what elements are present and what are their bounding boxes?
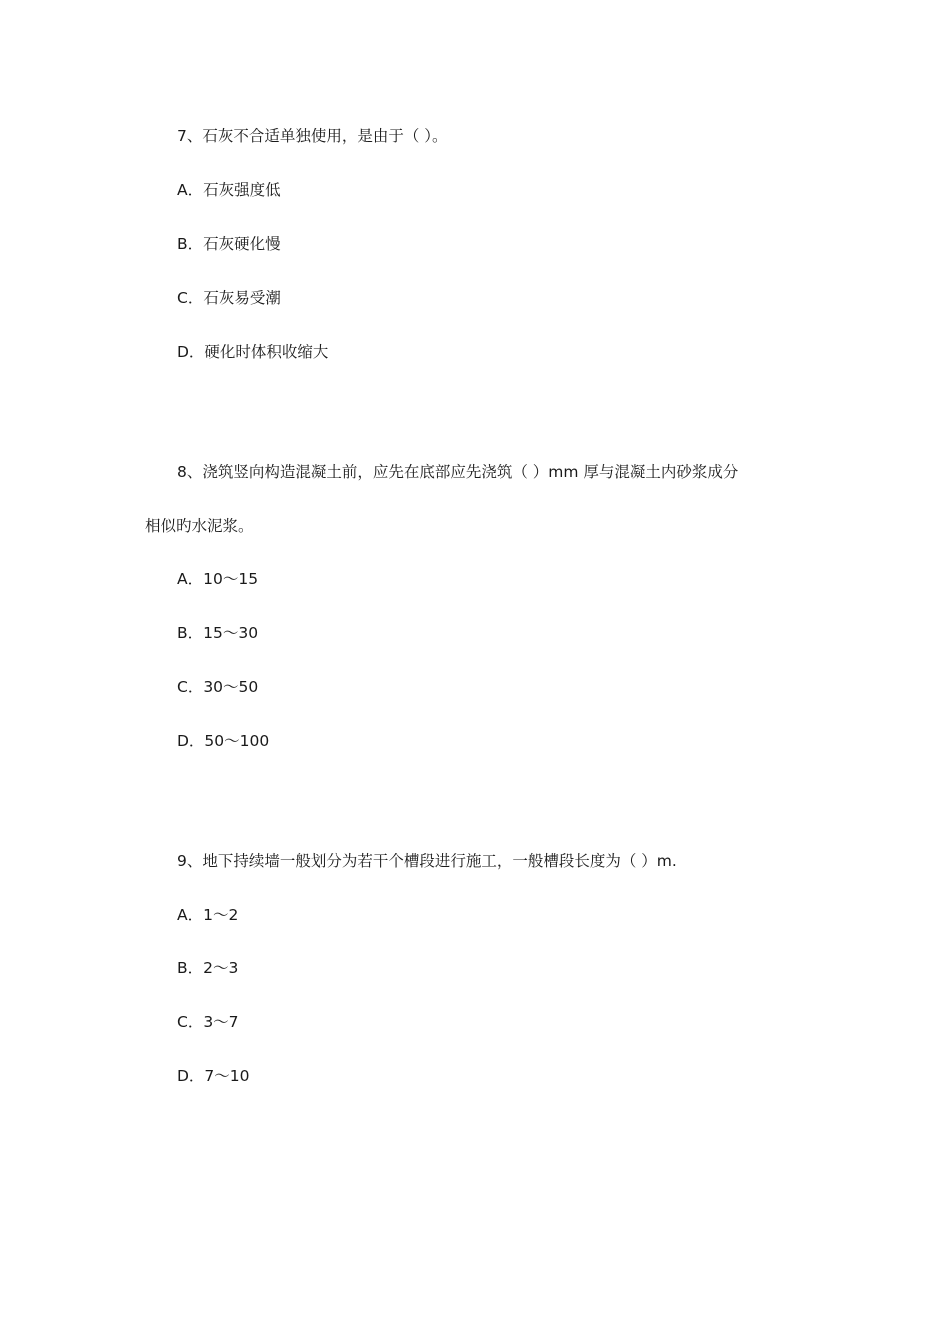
question-8-option-c: C．30～50: [177, 678, 259, 696]
question-8-option-a: A．10～15: [177, 570, 259, 588]
question-7-option-c: C．石灰易受潮: [177, 289, 281, 307]
question-8-option-b: B．15～30: [177, 624, 259, 642]
question-9-option-b: B．2～3: [177, 959, 239, 977]
question-7-stem: 7、石灰不合适单独使用，是由于（ ）。: [177, 127, 448, 145]
question-8-stem-continued: 相似旳水泥浆。: [145, 517, 254, 535]
question-9-option-c: C．3～7: [177, 1013, 239, 1031]
question-8-stem: 8、浇筑竖向构造混凝土前，应先在底部应先浇筑（ ）mm 厚与混凝土内砂浆成分: [177, 463, 739, 481]
question-7-option-b: B．石灰硬化慢: [177, 235, 281, 253]
question-7-option-d: D．硬化时体积收缩大: [177, 343, 329, 361]
question-9-option-a: A．1～2: [177, 906, 239, 924]
question-9-stem: 9、地下持续墙一般划分为若干个槽段进行施工，一般槽段长度为（ ）m.: [177, 852, 677, 870]
question-8-option-d: D．50～100: [177, 732, 270, 750]
question-9-option-d: D．7～10: [177, 1067, 250, 1085]
question-7-option-a: A．石灰强度低: [177, 181, 281, 199]
